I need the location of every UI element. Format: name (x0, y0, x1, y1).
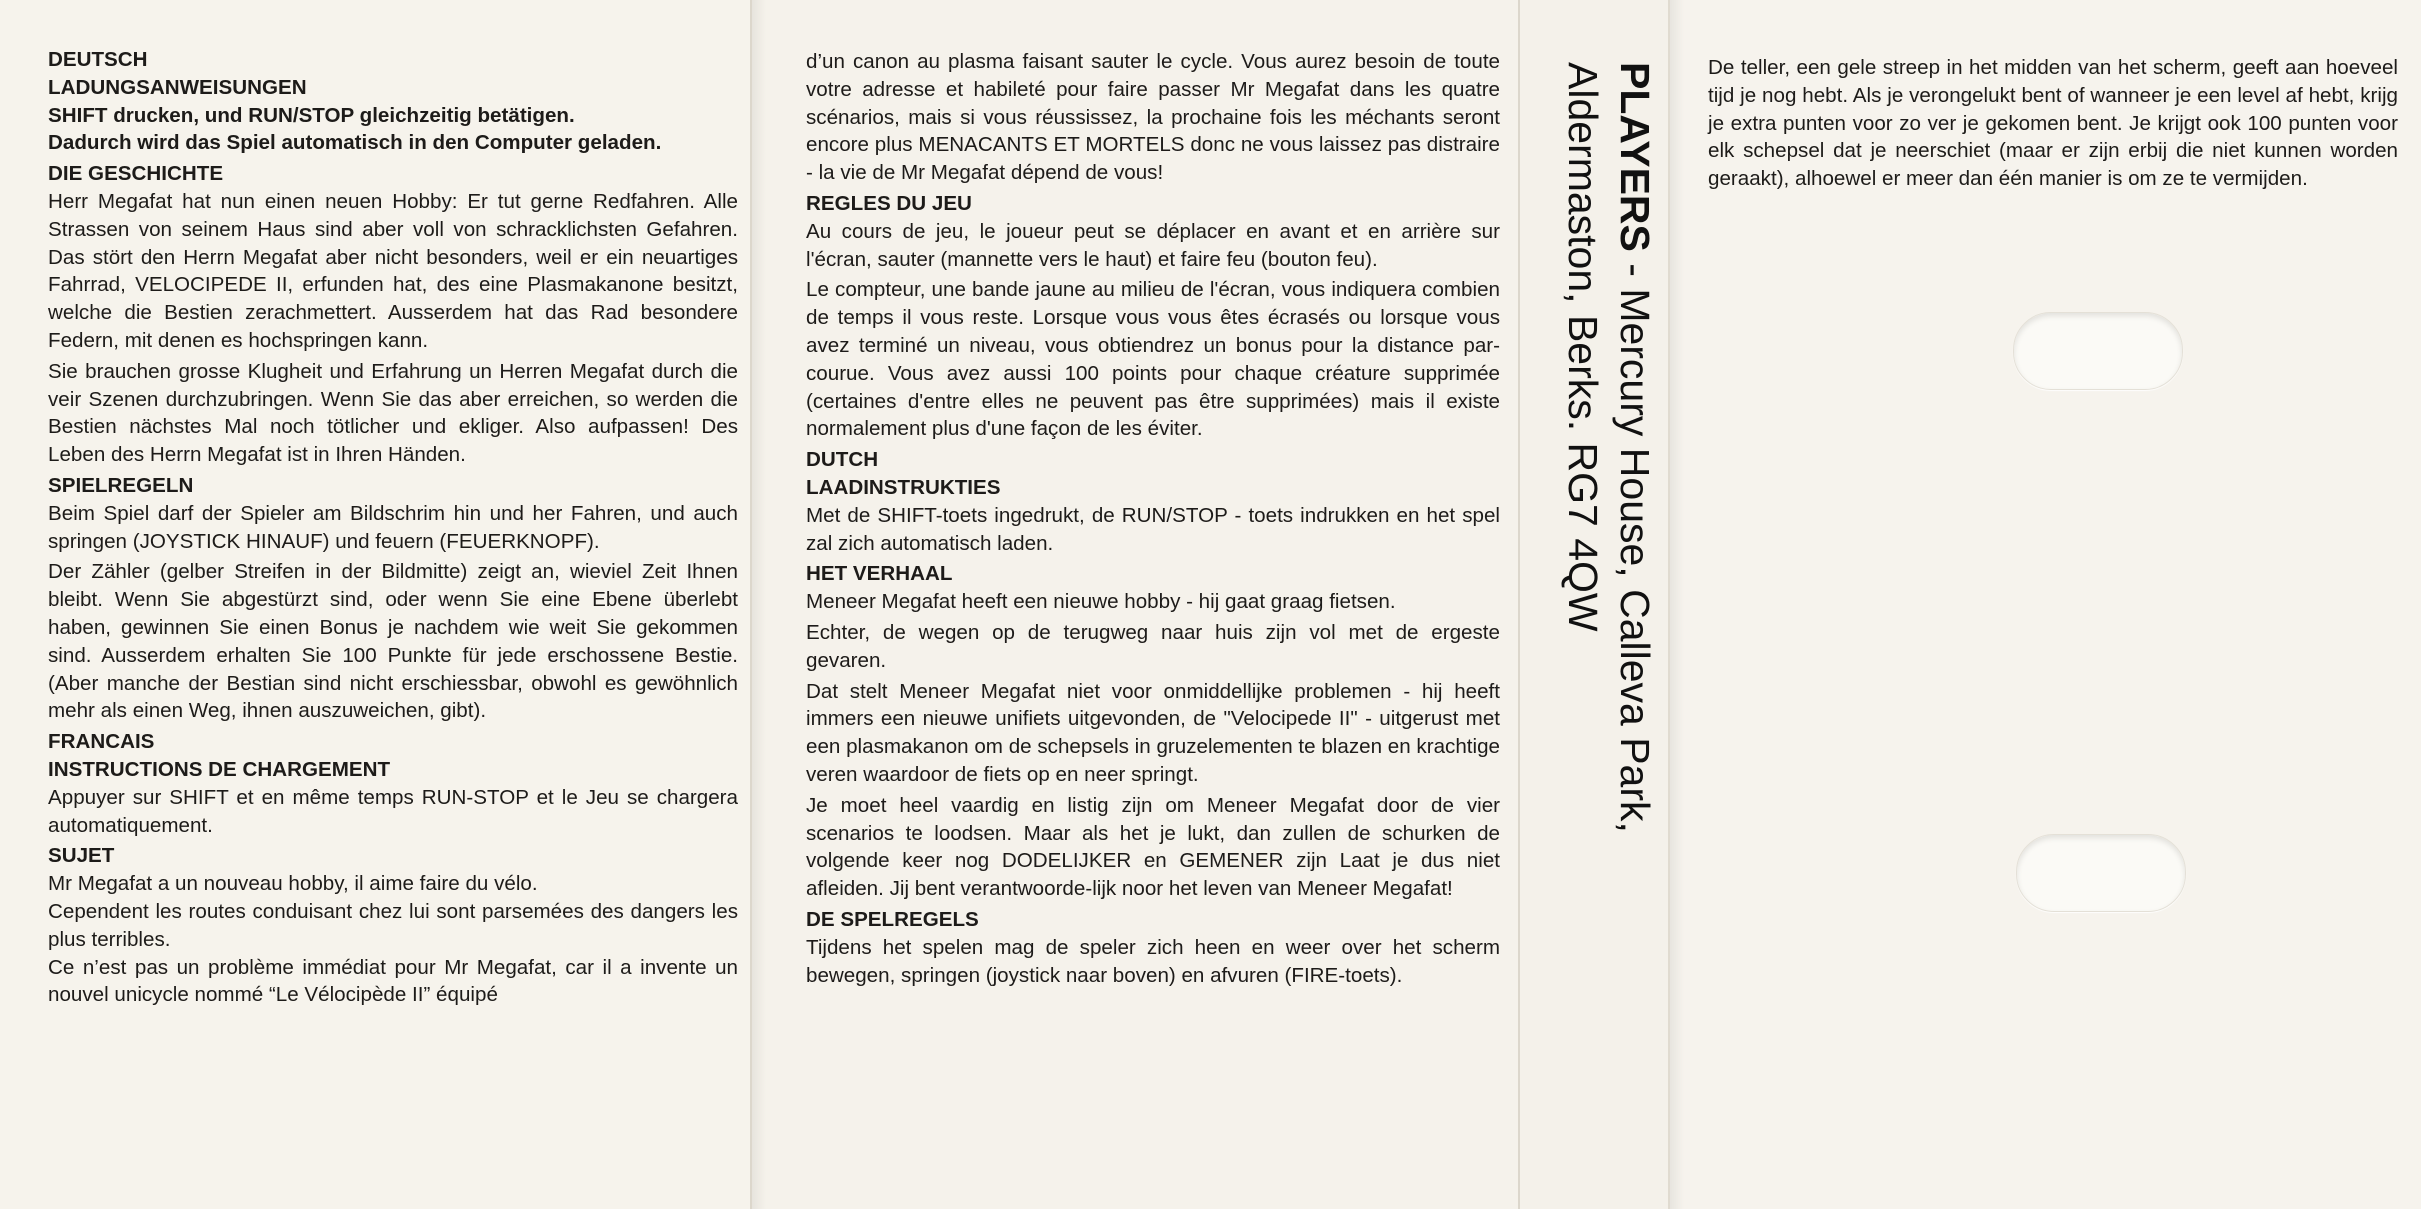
fr-load-text: Appuyer sur SHIFT et en même temps RUN-STOP et le Jeu se chargera automatiquement. (48, 785, 738, 837)
nl-story-paragraph-2: Echter, de wegen op de terugweg naar huis zijn vol met de ergeste gevaren. (806, 620, 1500, 672)
de-load-line2: Dadurch wird das Spiel automatisch in den Computer geladen. (48, 131, 662, 155)
de-rules-paragraph-2: Der Zähler (gelber Streifen in der Bildmitte) zeigt an, wieviel Zeit Ihnen bleibt. Wenn Sie abgestürzt sind, oder wenn Sie eine Ebene überlebt haben, gewinnen Sie einen Bonus je nachdem wie weit Sie gekommen sind. Ausserdem erhalten Sie 100 Punkte für jede erschossene Bestie. (Aber manche der Bestian sind nicht erschiessbar, obwohl es gewöhnlich mehr als einen Weg, ihnen auszuweichen, gibt). (48, 560, 738, 723)
nl-load-text: Met de SHIFT-toets ingedrukt, de RUN/STOP - toets indrukken en het spel zal zich automatisch laden. (806, 503, 1500, 555)
fr-subject-paragraph-3-start: Ce n’est pas un problème immédiat pour Mr Megafat, car il a invente un nouvel unicycle nommé “Le Vélocipède II” équipé (48, 955, 738, 1007)
nl-story-paragraph-1: Meneer Megafat heeft een nieuwe hobby - hij gaat graag fietsen. (806, 590, 1396, 614)
heading-laadinstrukties: LAADINSTRUKTIES (806, 475, 1001, 499)
fr-rules-paragraph-2: Le compteur, une bande jaune au milieu de l'écran, vous indiquera combien de temps il vous reste. Lorsque vous vous êtes écrasés ou lorsque vous avez terminé un niveau, vous obtiendrez un bonus pour la distance par-courue. Vous avez aussi 100 points pour chaque créature supprimée (certaines d'entre elles ne peuvent pas être supprimées) mais il existe normalement plus d'une façon de les éviter. (806, 278, 1500, 441)
nl-story-paragraph-3: Dat stelt Meneer Megafat niet voor onmiddellijke problemen - hij heeft immers een nieuwe unifiets uitgevonden, de "Velocipede II" - uitgerust met een plasmakanon om de schepsels in gruzelementen te blazen en krachtige veren waardoor de fiets op en neer springt. (806, 679, 1500, 786)
heading-de-spelregels: DE SPELREGELS (806, 907, 979, 931)
heading-het-verhaal: HET VERHAAL (806, 562, 953, 586)
heading-sujet: SUJET (48, 844, 115, 868)
heading-instructions-chargement: INSTRUCTIONS DE CHARGEMENT (48, 757, 391, 781)
heading-francais: FRANCAIS (48, 730, 155, 754)
fr-rules-paragraph-1: Au cours de jeu, le joueur peut se déplacer en avant et en arrière sur l'écran, sauter (mannette vers le haut) et faire feu (bouton feu). (806, 219, 1500, 271)
spine-address-1: - Mercury House, Calleva Park, (1612, 251, 1658, 833)
german-text-column (48, 46, 738, 1009)
spine-line-1 (1609, 62, 1661, 1102)
heading-deutsch: DEUTSCH (48, 48, 148, 71)
cassette-notch-bottom (2016, 834, 2186, 912)
heading-spielregeln: SPIELREGELN (48, 473, 194, 497)
publisher-name: PLAYERS (1612, 62, 1658, 252)
heading-regles-du-jeu: REGLES DU JEU (806, 191, 972, 215)
de-load-line1: SHIFT drucken, und RUN/STOP gleichzeitig betätigen. (48, 103, 575, 127)
panel-german (0, 0, 752, 1209)
fold-shadow-right (1670, 0, 1684, 1209)
spine-text (1551, 62, 1661, 1102)
nl-rules-paragraph-1: Tijdens het spelen mag de speler zich heen en weer over het scherm bewegen, springen (joystick naar boven) en afvuren (FIRE-toets). (806, 935, 1500, 987)
fold-shadow (752, 0, 766, 1209)
fr-subject-paragraph-2: Cependent les routes conduisant chez lui sont parsemées des dangers les plus terribles. (48, 899, 738, 951)
de-story-paragraph-2: Sie brauchen grosse Klugheit und Erfahrung un Herren Megafat durch die veir Szenen durchzubringen. Wenn Sie das aber erreichen, so werden die Bestien nächstes Mal noch tötlicher und ekliger. Also aufpassen! Des Leben des Herrn Megafat ist in Ihren Händen. (48, 359, 738, 467)
spine-address-2: Aldermaston, Berks. RG7 4QW (1560, 62, 1606, 632)
heading-ladungsanweisungen: LADUNGSANWEISUNGEN (48, 75, 307, 99)
heading-dutch: DUTCH (806, 448, 879, 472)
fr-subject-paragraph-1: Mr Megafat a un nouveau hobby, il aime faire du vélo. (48, 872, 538, 896)
heading-die-geschichte: DIE GESCHICHTE (48, 162, 224, 186)
cassette-notch-top (2013, 312, 2183, 390)
nl-story-paragraph-4: Je moet heel vaardig en listig zijn om Meneer Megafat door de vier scenarios te loodsen. Maar als het je lukt, dan zullen de schurken de volgende keer nog DODELIJKER en GEMENER zijn Laat je dus niet afleiden. Jij bent verantwoorde-lijk noor het leven van Meneer Megafat! (806, 793, 1500, 901)
panel-dutch-end (1670, 0, 2421, 1209)
panel-french-dutch (752, 0, 1520, 1209)
fr-subject-paragraph-3-end: d’un canon au plasma faisant sauter le cycle. Vous aurez besoin de toute votre adresse et habileté pour faire passer Mr Megafat dans les quatre scénarios, mais si vous réussissez, la prochaine fois les méchants seront encore plus MENACANTS ET MORTELS donc ne vous laissez pas distraire - la vie de Mr Megafat dépend de vous! (806, 50, 1500, 185)
de-story-paragraph-1: Herr Megafat hat nun einen neuen Hobby: Er tut gerne Redfahren. Alle Strassen von seinem Haus sind aber voll von schracklichsten Gefahren. Das stört den Herrn Megafat aber nicht besonders, weil er ein neuartiges Fahrrad, VELOCIPEDE II, erfunden hat, des eine Plasmakanone besitzt, welche die Bestien zerachmettert. Ausserdem hat das Rad besondere Federn, mit denen es hochspringen kann. (48, 189, 738, 352)
nl-rules-paragraph-2: De teller, een gele streep in het midden van het scherm, geeft aan hoeveel tijd je nog hebt. Als je verongelukt bent of wanneer je een level af hebt, krijg je extra punten voor zo ver je gekomen bent. Je krijgt ook 100 punten voor elk schepsel dat je neerschiet (maar er zijn erbij die niet kunnen worden geraakt), alhoewel er meer dan één manier is om ze te vermijden. (1708, 56, 2398, 191)
de-rules-paragraph-1: Beim Spiel darf der Spieler am Bildschrim hin und her Fahren, und auch springen (JOYSTICK HINAUF) und feuern (FEUERKNOPF). (48, 501, 738, 553)
french-dutch-text-column (806, 48, 1500, 992)
dutch-end-text-column (1708, 54, 2398, 196)
